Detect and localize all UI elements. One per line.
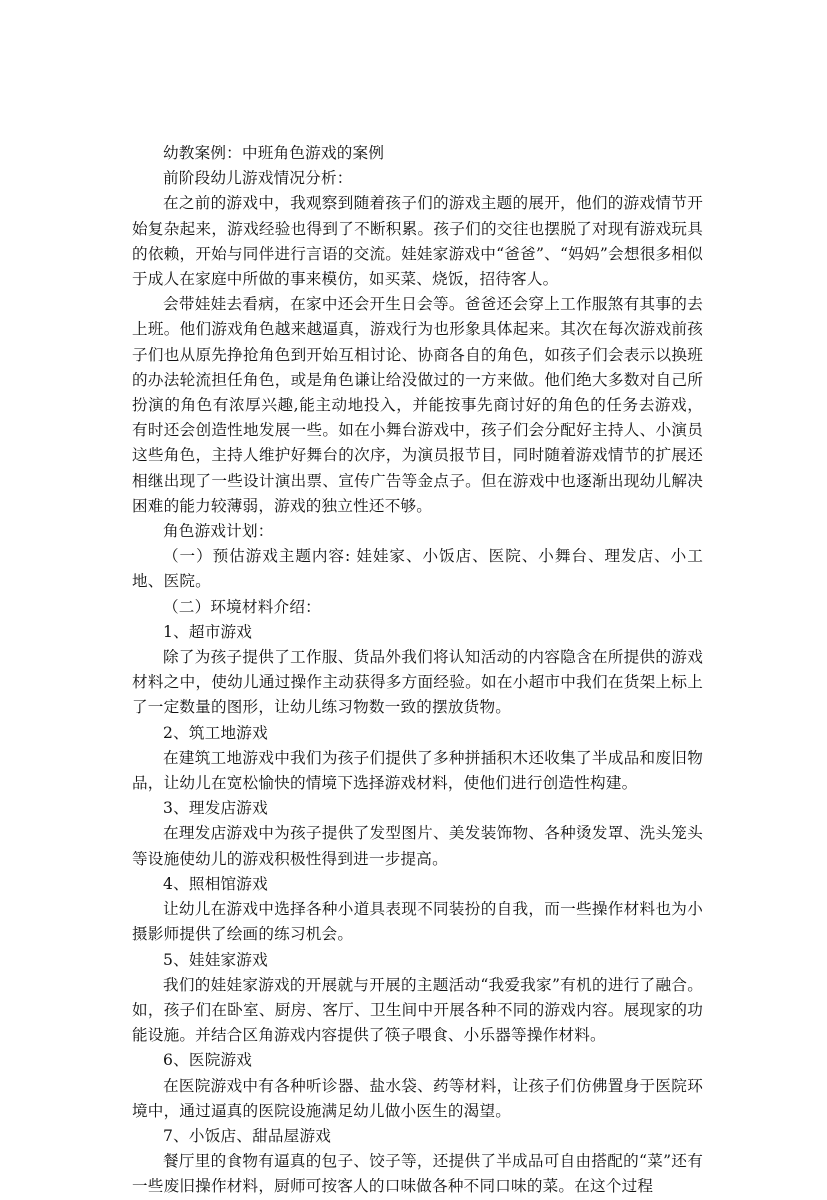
paragraph: 让幼儿在游戏中选择各种小道具表现不同装扮的自我，而一些操作材料也为小摄影师提供了绘画的练习机会。 <box>132 900 703 944</box>
section-heading-plan: 角色游戏计划： <box>163 522 274 541</box>
item-heading: 2、筑工地游戏 <box>163 723 268 742</box>
paragraph: 在医院游戏中有各种听诊器、盐水袋、药等材料，让孩子们仿佛置身于医院环境中，通过逼真的医院设施满足幼儿做小医生的渴望。 <box>132 1076 703 1120</box>
document-body <box>132 141 703 1200</box>
item-heading: 7、小饭店、甜品屋游戏 <box>163 1126 332 1145</box>
item-heading: 4、照相馆游戏 <box>163 874 268 893</box>
paragraph: 餐厅里的食物有逼真的包子、饺子等，还提供了半成品可自由搭配的“菜”还有一些废旧操作材料，厨师可按客人的口味做各种不同口味的菜。在这个过程 <box>132 1152 703 1196</box>
item-heading: 6、医院游戏 <box>163 1051 253 1070</box>
section-heading-analysis: 前阶段幼儿游戏情况分析： <box>163 169 353 188</box>
item-heading: 3、理发店游戏 <box>163 799 268 818</box>
paragraph: 会带娃娃去看病，在家中还会开生日会等。爸爸还会穿上工作服煞有其事的去上班。他们游戏角色越来越逼真，游戏行为也形象具体起来。其次在每次游戏前孩子们也从原先挣抢角色到开始互相讨论、协商各自的角色，如孩子们会表示以换班的办法轮流担任角色，或是角色谦让给没做过的一方来做。他们绝大多数对自己所扮演的角色有浓厚兴趣,能主动地投入，并能按事先商讨好的角色的任务去游戏，有时还会创造性地发展一些。如在小舞台游戏中，孩子们会分配好主持人、小演员这些角色，主持人维护好舞台的次序，为演员报节目，同时随着游戏情节的扩展还相继出现了一些设计演出票、宣传广告等金点子。但在游戏中也逐渐出现幼儿解决困难的能力较薄弱，游戏的独立性还不够。 <box>132 295 703 515</box>
paragraph: 除了为孩子提供了工作服、货品外我们将认知活动的内容隐含在所提供的游戏材料之中，使幼儿通过操作主动获得多方面经验。如在小超市中我们在货架上标上了一定数量的图形，让幼儿练习物数一致的摆放货物。 <box>132 648 703 717</box>
item-heading: 1、超市游戏 <box>163 622 253 641</box>
paragraph: 我们的娃娃家游戏的开展就与开展的主题活动“我爱我家”有机的进行了融合。如，孩子们在卧室、厨房、客厅、卫生间中开展各种不同的游戏内容。展现家的功能设施。并结合区角游戏内容提供了筷子喂食、小乐器等操作材料。 <box>132 975 703 1045</box>
subsection-heading: （一）预估游戏主题内容: 娃娃家、小饭店、医院、小舞台、理发店、小工地、医院。 <box>132 547 703 591</box>
paragraph: 在理发店游戏中为孩子提供了发型图片、美发装饰物、各种烫发罩、洗头笼头等设施使幼儿的游戏积极性得到进一步提高。 <box>132 824 703 868</box>
subsection-heading: （二）环境材料介绍： <box>163 597 321 616</box>
paragraph: 在建筑工地游戏中我们为孩子们提供了多种拼插积木还收集了半成品和废旧物品，让幼儿在宽松愉快的情境下选择游戏材料，使他们进行创造性构建。 <box>132 748 703 793</box>
paragraph: 在之前的游戏中，我观察到随着孩子们的游戏主题的展开，他们的游戏情节开始复杂起来，游戏经验也得到了不断积累。孩子们的交往也摆脱了对现有游戏玩具的依赖，开始与同伴进行言语的交流。娃娃家游戏中“爸爸”、“妈妈”会想很多相似于成人在家庭中所做的事来模仿，如买菜、烧饭，招待客人。 <box>132 194 703 289</box>
item-heading: 5、娃娃家游戏 <box>163 950 268 969</box>
document-title: 幼教案例：中班角色游戏的案例 <box>163 144 385 162</box>
